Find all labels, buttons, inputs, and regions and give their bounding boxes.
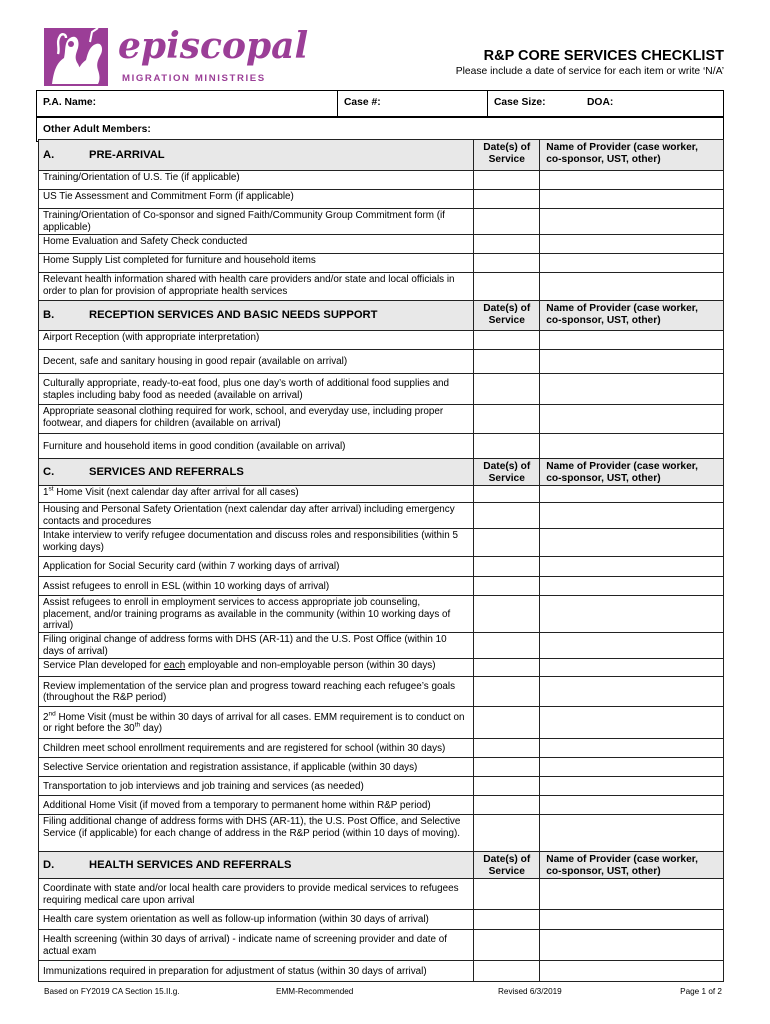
item-label: Review implementation of the service plan and progress toward reaching each refugee’s goals (throughout the R&P period) [39, 677, 474, 707]
item-label: Training/Orientation of Co-sponsor and signed Faith/Community Group Commitment form (if applicable) [39, 209, 474, 235]
item-label: Filing original change of address forms with DHS (AR-11) and the U.S. Post Office (within 10 days of arrival) [39, 633, 474, 659]
section-header-a [39, 140, 724, 171]
checklist-row [39, 434, 724, 459]
checklist-table [38, 139, 724, 982]
date-cell[interactable] [474, 254, 540, 273]
provider-cell[interactable] [540, 796, 724, 815]
item-label: US Tie Assessment and Commitment Form (if applicable) [39, 190, 474, 209]
provider-cell[interactable] [540, 254, 724, 273]
item-label: Service Plan developed for each employable and non-employable person (within 30 days) [39, 659, 474, 677]
section-header-d [39, 852, 724, 879]
checklist-row [39, 209, 724, 235]
date-cell[interactable] [474, 961, 540, 982]
checklist-row [39, 190, 724, 209]
provider-cell[interactable] [540, 707, 724, 739]
logo-figures-icon [44, 24, 110, 86]
checklist-row [39, 777, 724, 796]
provider-cell[interactable] [540, 758, 724, 777]
date-cell[interactable] [474, 930, 540, 961]
provider-cell[interactable] [540, 405, 724, 434]
section-letter: B. [43, 309, 55, 322]
logo-wordmark: episcopal [118, 25, 309, 67]
checklist-row [39, 273, 724, 301]
item-label: Transportation to job interviews and job training and services (as needed) [39, 777, 474, 796]
item-label: Children meet school enrollment requirements and are registered for school (within 30 days) [39, 739, 474, 758]
checklist-row [39, 879, 724, 910]
checklist-row [39, 331, 724, 350]
provider-cell[interactable] [540, 486, 724, 503]
date-cell[interactable] [474, 633, 540, 659]
section-title: SERVICES AND REFERRALS [89, 465, 244, 478]
date-cell[interactable] [474, 557, 540, 577]
checklist-row [39, 350, 724, 374]
provider-cell[interactable] [540, 273, 724, 301]
checklist-row [39, 171, 724, 190]
item-label: Decent, safe and sanitary housing in good repair (available on arrival) [39, 350, 474, 374]
checklist-row [39, 503, 724, 529]
checklist-row [39, 254, 724, 273]
provider-cell[interactable] [540, 529, 724, 557]
item-label: Culturally appropriate, ready-to-eat food, plus one day’s worth of additional food supplies and staples including baby food as needed (available on arrival) [39, 374, 474, 405]
provider-column-header: Name of Provider (case worker, co-sponsor, UST, other) [540, 852, 724, 879]
provider-cell[interactable] [540, 961, 724, 982]
section-title: RECEPTION SERVICES AND BASIC NEEDS SUPPORT [89, 309, 378, 322]
date-cell[interactable] [474, 529, 540, 557]
case-number-label: Case #: [344, 97, 381, 108]
date-cell[interactable] [474, 677, 540, 707]
item-label: Home Evaluation and Safety Check conducted [39, 235, 474, 254]
other-adults-field[interactable] [37, 118, 723, 141]
item-label: Training/Orientation of U.S. Tie (if applicable) [39, 171, 474, 190]
checklist-row [39, 758, 724, 777]
date-cell[interactable] [474, 434, 540, 459]
case-size-field[interactable] [487, 91, 581, 116]
date-cell[interactable] [474, 758, 540, 777]
section-header-c [39, 459, 724, 486]
date-cell[interactable] [474, 350, 540, 374]
other-adults-label: Other Adult Members: [43, 124, 151, 135]
item-label: Housing and Personal Safety Orientation (next calendar day after arrival) including emergency contacts and procedures [39, 503, 474, 529]
provider-cell[interactable] [540, 209, 724, 235]
case-number-field[interactable] [337, 91, 487, 116]
document-title: R&P CORE SERVICES CHECKLIST [483, 48, 724, 64]
date-cell[interactable] [474, 777, 540, 796]
date-cell[interactable] [474, 879, 540, 910]
provider-cell[interactable] [540, 350, 724, 374]
date-cell[interactable] [474, 503, 540, 529]
checklist-row [39, 961, 724, 982]
checklist-row [39, 529, 724, 557]
provider-cell[interactable] [540, 331, 724, 350]
footer-revised: Revised 6/3/2019 [498, 987, 562, 996]
logo-subtitle: MIGRATION MINISTRIES [122, 73, 266, 84]
date-cell[interactable] [474, 577, 540, 596]
item-label: Furniture and household items in good condition (available on arrival) [39, 434, 474, 459]
doa-field[interactable] [581, 91, 723, 116]
item-label: 2nd Home Visit (must be within 30 days of arrival for all cases. EMM requirement is to conduct on or right before the 30th day) [39, 707, 474, 739]
date-column-header: Date(s) of Service [474, 140, 540, 171]
item-label: Appropriate seasonal clothing required for work, school, and everyday use, including proper footwear, and diapers for children (available on arrival) [39, 405, 474, 434]
date-cell[interactable] [474, 405, 540, 434]
provider-cell[interactable] [540, 739, 724, 758]
provider-cell[interactable] [540, 577, 724, 596]
provider-column-header: Name of Provider (case worker, co-sponsor, UST, other) [540, 459, 724, 486]
provider-cell[interactable] [540, 190, 724, 209]
provider-cell[interactable] [540, 557, 724, 577]
footer-page-number: Page 1 of 2 [680, 987, 722, 996]
item-label: Health care system orientation as well as follow-up information (within 30 days of arrival) [39, 910, 474, 930]
footer-based-on: Based on FY2019 CA Section 15.II.g. [44, 987, 180, 996]
case-info-row [36, 90, 724, 117]
pa-name-field[interactable] [37, 91, 337, 116]
checklist-row [39, 577, 724, 596]
date-cell[interactable] [474, 374, 540, 405]
checklist-row [39, 235, 724, 254]
item-label: Airport Reception (with appropriate interpretation) [39, 331, 474, 350]
checklist-row [39, 677, 724, 707]
date-cell[interactable] [474, 815, 540, 852]
checklist-row [39, 910, 724, 930]
item-label: Relevant health information shared with health care providers and/or state and local officials in order to plan for provision of appropriate health services [39, 273, 474, 301]
item-label: Home Supply List completed for furniture and household items [39, 254, 474, 273]
checklist-row [39, 739, 724, 758]
date-cell[interactable] [474, 209, 540, 235]
date-column-header: Date(s) of Service [474, 459, 540, 486]
case-size-label: Case Size: [494, 97, 546, 108]
item-label: Assist refugees to enroll in ESL (within 10 working days of arrival) [39, 577, 474, 596]
date-cell[interactable] [474, 190, 540, 209]
provider-cell[interactable] [540, 910, 724, 930]
provider-cell[interactable] [540, 930, 724, 961]
item-label: Health screening (within 30 days of arrival) - indicate name of screening provider and date of actual exam [39, 930, 474, 961]
item-label: Selective Service orientation and registration assistance, if applicable (within 30 days) [39, 758, 474, 777]
item-label: Coordinate with state and/or local health care providers to provide medical services to refugees requiring medical care upon arrival [39, 879, 474, 910]
checklist-row [39, 659, 724, 677]
provider-cell[interactable] [540, 596, 724, 633]
checklist-row [39, 486, 724, 503]
section-letter: C. [43, 465, 55, 478]
checklist-row [39, 405, 724, 434]
date-cell[interactable] [474, 331, 540, 350]
section-header-b [39, 301, 724, 331]
section-letter: A. [43, 148, 55, 161]
checklist-row [39, 633, 724, 659]
provider-cell[interactable] [540, 659, 724, 677]
footer-emm: EMM-Recommended [276, 987, 354, 996]
date-cell[interactable] [474, 707, 540, 739]
pa-name-label: P.A. Name: [43, 97, 97, 108]
provider-cell[interactable] [540, 503, 724, 529]
provider-cell[interactable] [540, 879, 724, 910]
provider-column-header: Name of Provider (case worker, co-sponsor, UST, other) [540, 140, 724, 171]
date-cell[interactable] [474, 273, 540, 301]
checklist-row [39, 596, 724, 633]
provider-cell[interactable] [540, 777, 724, 796]
checklist-row [39, 707, 724, 739]
item-label: Filing additional change of address forms with DHS (AR-11), the U.S. Post Office, and Selective Service (if applicable) for each change of address in the R&P period (within 10 days of moving). [39, 815, 474, 852]
date-column-header: Date(s) of Service [474, 852, 540, 879]
date-cell[interactable] [474, 486, 540, 503]
provider-cell[interactable] [540, 171, 724, 190]
date-cell[interactable] [474, 796, 540, 815]
provider-cell[interactable] [540, 677, 724, 707]
checklist-row [39, 815, 724, 852]
date-cell[interactable] [474, 171, 540, 190]
date-column-header: Date(s) of Service [474, 301, 540, 331]
item-label: Assist refugees to enroll in employment services to access appropriate job counseling, placement, and/or training programs as available in the community (within 10 working days of arrival) [39, 596, 474, 633]
provider-column-header: Name of Provider (case worker, co-sponsor, UST, other) [540, 301, 724, 331]
item-label: Application for Social Security card (within 7 working days of arrival) [39, 557, 474, 577]
checklist-row [39, 796, 724, 815]
checklist-row [39, 374, 724, 405]
section-letter: D. [43, 858, 55, 871]
item-label: Immunizations required in preparation for adjustment of status (within 30 days of arrival) [39, 961, 474, 982]
section-title: HEALTH SERVICES AND REFERRALS [89, 858, 292, 871]
document-subtitle: Please include a date of service for each item or write ‘N/A’ [455, 66, 724, 77]
item-label: Intake interview to verify refugee documentation and discuss roles and responsibilities (within 5 working days) [39, 529, 474, 557]
doa-label: DOA: [587, 97, 614, 108]
episcopal-migration-ministries-logo [44, 24, 309, 90]
checklist-row [39, 930, 724, 961]
checklist-row [39, 557, 724, 577]
item-label: 1st Home Visit (next calendar day after arrival for all cases) [39, 486, 474, 503]
provider-cell[interactable] [540, 633, 724, 659]
provider-cell[interactable] [540, 815, 724, 852]
date-cell[interactable] [474, 910, 540, 930]
item-label: Additional Home Visit (if moved from a temporary to permanent home within R&P period) [39, 796, 474, 815]
provider-cell[interactable] [540, 235, 724, 254]
provider-cell[interactable] [540, 374, 724, 405]
date-cell[interactable] [474, 659, 540, 677]
date-cell[interactable] [474, 739, 540, 758]
section-title: PRE-ARRIVAL [89, 148, 165, 161]
date-cell[interactable] [474, 235, 540, 254]
date-cell[interactable] [474, 596, 540, 633]
provider-cell[interactable] [540, 434, 724, 459]
